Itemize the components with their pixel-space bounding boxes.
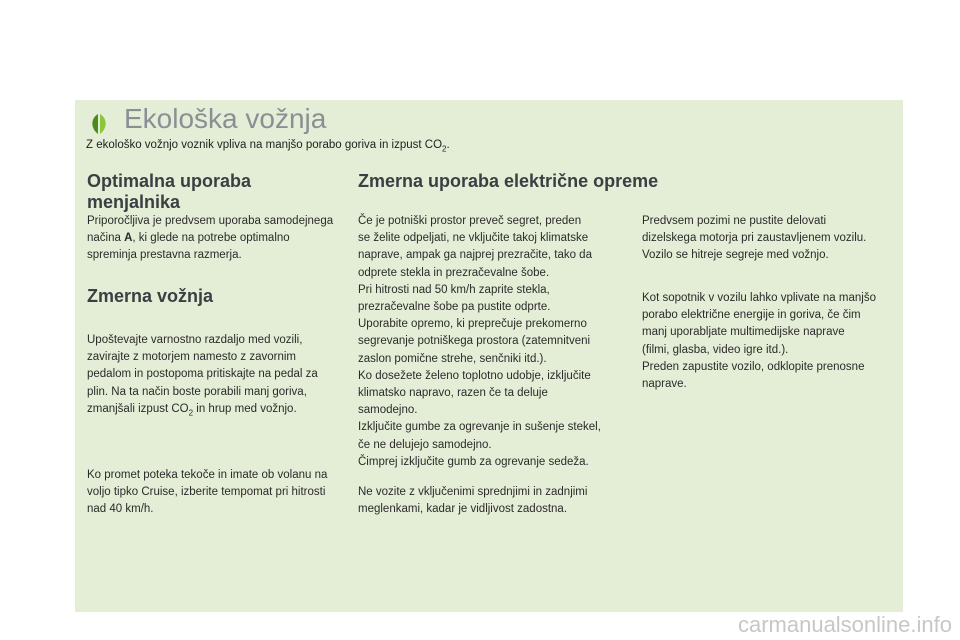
heading-gearbox: Optimalna uporaba menjalnika [87, 171, 252, 212]
watermark: carmanualsonline.info [737, 612, 952, 637]
diesel-paragraph: Predvsem pozimi ne pustite delovati dizelskega motorja pri zaustavljenem vozilu. Vozilo se hitreje segreje med vožnjo. [642, 215, 867, 262]
heading-electric-equipment: Zmerna uporaba električne opreme [358, 171, 659, 191]
intro-text: Z ekološko vožnjo voznik vpliva na manjšo porabo goriva in izpust $CO_2$. [86, 139, 450, 154]
page-title: Ekološka vožnja [124, 103, 327, 134]
electric-paragraph: Če je potniški prostor preveč segret, preden se želite odpeljati, ne vključite takoj klimatske naprave, ampak ga najprej prezračite, tako da odprete stekla in prezračevalne šobe. Pri hitrosti nad 50 km/h zaprite stekla, prezračevalne šobe pa pustite odprte. Uporabite opremo, ki preprečuje prekomerno segrevanje potniškega prostora (zatemnitveni zaslon pomične strehe, senčniki itd.). Ko dosežete želeno toplotno udobje, izključite klimatsko napravo, razen če ta deluje samodejno. Izključite gumbe za ogrevanje in sušenje stekel, če ne delujejo samodejno. Čimprej izključite gumb za ogrevanje sedeža. [358, 215, 601, 468]
fog-lights-paragraph: Ne vozite z vključenimi sprednjimi in zadnjimi meglenkami, kadar je vidljivost zadostna. [358, 486, 588, 516]
leaf-icon [88, 112, 110, 136]
passenger-paragraph: Kot sopotnik v vozilu lahko vplivate na manjšo porabo električne energije in goriva, če čim manj uporabljate multimedijske naprave (filmi, glasba, video igre itd.). Preden zapustite vozilo, odklopite prenosne naprave. [642, 292, 876, 391]
cruise-paragraph: Ko promet poteka tekoče in imate ob volanu na voljo tipko Cruise, izberite tempomat pri hitrosti nad 40 km/h. [87, 469, 328, 516]
moderate-driving-paragraph: Upoštevajte varnostno razdaljo med vozili, zavirajte z motorjem namesto z zavornim pedalom in postopoma pritiskajte na pedal za plin. Na ta način boste porabili manj goriva, zmanjšali izpust $CO_2$ in hrup med vožnjo. [87, 334, 318, 418]
gearbox-paragraph: Priporočljiva je predvsem uporaba samodejnega načina A, ki glede na potrebe optimalno spreminja prestavna razmerja. [87, 215, 334, 262]
heading-moderate-driving: Zmerna vožnja [87, 286, 214, 306]
